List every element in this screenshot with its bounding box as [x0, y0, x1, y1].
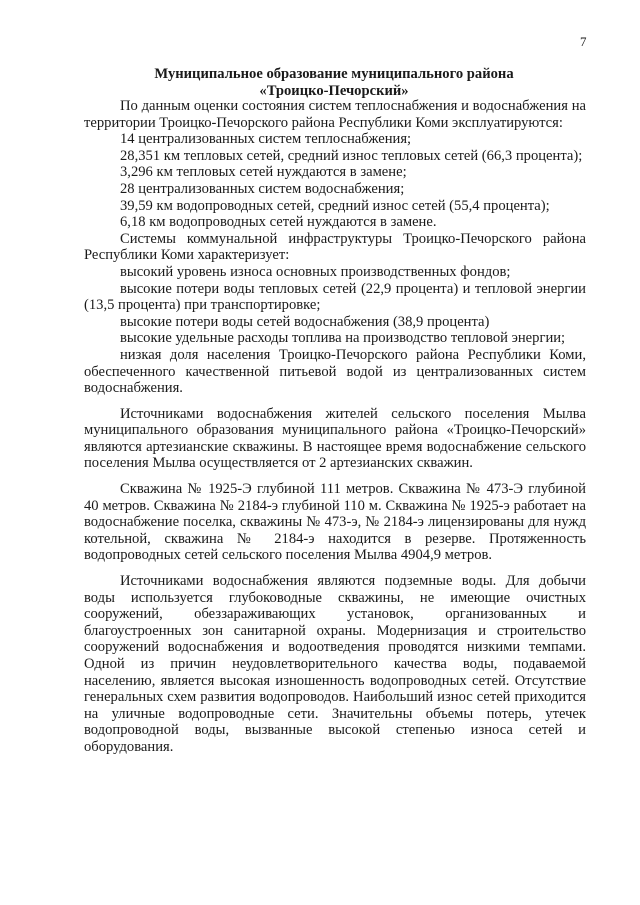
list-item-heat-systems: 14 централизованных систем теплоснабжения; [120, 131, 412, 148]
list-item-water-networks: 39,59 км водопроводных сетей, средний износ сетей (55,4 процента); [120, 197, 550, 214]
title-line-1: Муниципальное образование муниципального района [154, 66, 514, 82]
paragraph-characteristics: Системы коммунальной инфраструктуры Троицко-Печорского района Республики Коми характеризует: [84, 230, 586, 264]
title-line-2: «Троицко-Печорский» [259, 83, 409, 99]
paragraph-water-sources-mylva: Источниками водоснабжения жителей сельского поселения Мылва муниципального образования муниципального района «Троицко-Печорский» являются артезианские скважины. В настоящее время водоснабжение сельского поселения Мылва осуществляется от 2 артезианских скважин. [84, 405, 586, 472]
page-number: 7 [580, 34, 587, 49]
paragraph-intro: По данным оценки состояния систем теплоснабжения и водоснабжения на территории Троицко-Печорского района Республики Коми эксплуатируются: [84, 98, 586, 131]
list-item-wear: высокий уровень износа основных производственных фондов; [120, 263, 511, 280]
list-item-fuel-consumption: высокие удельные расходы топлива на производство тепловой энергии; [120, 330, 566, 347]
list-item-heat-losses: высокие потери воды тепловых сетей (22,9 процента) и тепловой энергии (13,5 процента) при транспортировке; [84, 280, 586, 314]
paragraph-wells: Скважина № 1925-Э глубиной 111 метров. Скважина № 473-Э глубиной 40 метров. Скважина № 2184-э глубиной 110 м. Скважина № 1925-э работает на водоснабжение поселка, скважины № 473-э, № 2184-э лицензированы для нужд котельной, скважина № 2184-э находится в резерве. Протяженность водопроводных сетей сельского поселения Мылва 4904,9 метров. [84, 481, 586, 564]
document-title [84, 66, 584, 100]
list-item-water-systems: 28 централизованных систем водоснабжения; [120, 180, 405, 197]
document-body [84, 98, 586, 756]
list-item-heat-networks: 28,351 км тепловых сетей, средний износ тепловых сетей (66,3 процента); [120, 147, 583, 164]
list-item-heat-replacement: 3,296 км тепловых сетей нуждаются в замене; [120, 164, 407, 181]
list-item-drinking-water: низкая доля населения Троицко-Печорского района Республики Коми, обеспеченного качественной питьевой водой из централизованных систем водоснабжения. [84, 346, 586, 397]
paragraph-groundwater: Источниками водоснабжения являются подземные воды. Для добычи воды используется глубоководные скважины, не имеющие очистных сооружений, обеззараживающих установок, организованных и благоустроенных зон санитарной охраны. Модернизация и строительство сооружений водоснабжения и водоотведения проводятся низкими темпами. Одной из причин неудовлетворительного качества воды, подаваемой населению, является высокая изношенность водопроводных сетей. Отсутствие генеральных схем развития водопроводов. Наибольший износ сетей приходится на уличные водопроводные сети. Значительны объемы потерь, утечек водопроводной воды, вызванные высокой степенью износа сетей и оборудования. [84, 573, 586, 755]
list-item-water-losses: высокие потери воды сетей водоснабжения (38,9 процента) [120, 313, 490, 330]
list-item-water-replacement: 6,18 км водопроводных сетей нуждаются в замене. [120, 214, 437, 231]
